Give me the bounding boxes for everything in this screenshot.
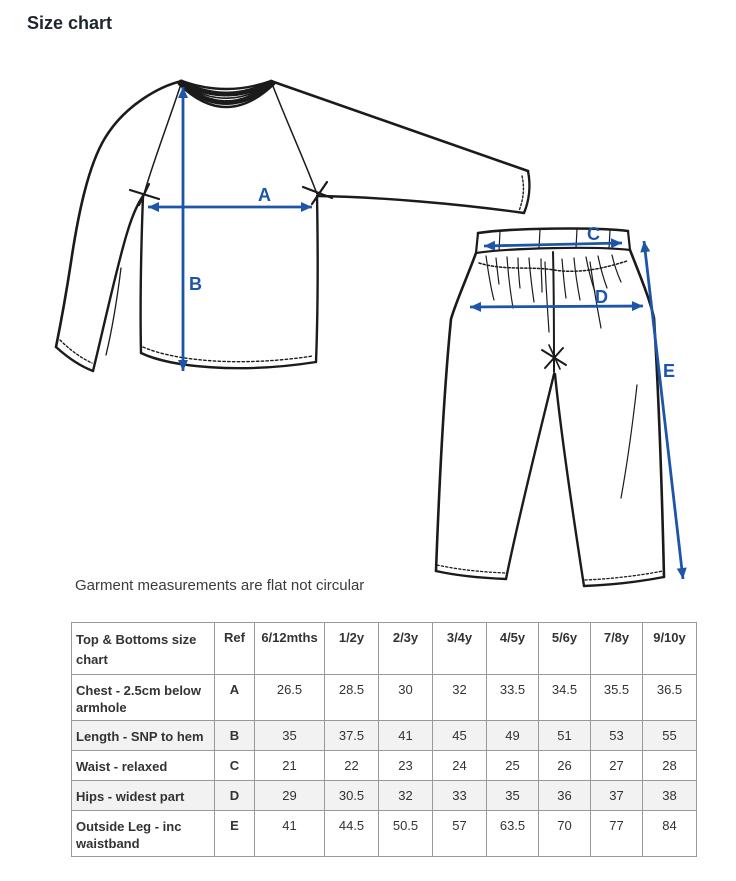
size-value: 33.5 [487, 675, 539, 721]
page-title: Size chart [27, 13, 113, 33]
size-value: 38 [643, 781, 697, 811]
row-label: Outside Leg - inc waistband [72, 811, 215, 857]
size-value: 41 [255, 811, 325, 857]
size-value: 84 [643, 811, 697, 857]
size-value: 28 [643, 751, 697, 781]
size-value: 53 [591, 721, 643, 751]
size-value: 28.5 [325, 675, 379, 721]
pyjama-top-drawing [56, 81, 529, 371]
table-header-size: 4/5y [487, 623, 539, 675]
size-value: 55 [643, 721, 697, 751]
size-value: 35 [255, 721, 325, 751]
size-value: 26 [539, 751, 591, 781]
size-value: 22 [325, 751, 379, 781]
size-value: 30 [379, 675, 433, 721]
size-value: 37 [591, 781, 643, 811]
size-value: 70 [539, 811, 591, 857]
size-value: 49 [487, 721, 539, 751]
size-value: 44.5 [325, 811, 379, 857]
size-value: 24 [433, 751, 487, 781]
table-header-size: 3/4y [433, 623, 487, 675]
size-value: 41 [379, 721, 433, 751]
size-value: 35.5 [591, 675, 643, 721]
table-header-size: 7/8y [591, 623, 643, 675]
size-value: 23 [379, 751, 433, 781]
row-ref: D [215, 781, 255, 811]
row-ref: E [215, 811, 255, 857]
table-header-size: 2/3y [379, 623, 433, 675]
size-value: 26.5 [255, 675, 325, 721]
table-header-size: 1/2y [325, 623, 379, 675]
size-value: 35 [487, 781, 539, 811]
table-header-size: 5/6y [539, 623, 591, 675]
table-row [72, 675, 697, 721]
waist-label: C [587, 224, 600, 244]
table-header-ref: Ref [215, 623, 255, 675]
size-value: 33 [433, 781, 487, 811]
size-value: 36 [539, 781, 591, 811]
size-value: 32 [433, 675, 487, 721]
size-value: 51 [539, 721, 591, 751]
waist-width-arrow [484, 243, 622, 246]
size-value: 37.5 [325, 721, 379, 751]
table-row [72, 751, 697, 781]
table-header-row [72, 623, 697, 675]
table-row [72, 811, 697, 857]
outside-leg-label: E [663, 361, 676, 381]
chest-label: A [258, 185, 271, 205]
row-label: Hips - widest part [72, 781, 215, 811]
hips-label: D [595, 287, 608, 307]
row-label: Chest - 2.5cm below armhole [72, 675, 215, 721]
pyjama-bottoms-drawing [436, 224, 683, 586]
size-value: 50.5 [379, 811, 433, 857]
row-ref: A [215, 675, 255, 721]
hips-width-arrow [470, 306, 643, 307]
row-label: Waist - relaxed [72, 751, 215, 781]
table-row [72, 781, 697, 811]
size-value: 32 [379, 781, 433, 811]
size-value: 34.5 [539, 675, 591, 721]
table-header-size: 9/10y [643, 623, 697, 675]
row-label: Length - SNP to hem [72, 721, 215, 751]
size-value: 29 [255, 781, 325, 811]
row-ref: C [215, 751, 255, 781]
table-header-corner: Top & Bottoms size chart [72, 623, 215, 675]
row-ref: B [215, 721, 255, 751]
size-value: 27 [591, 751, 643, 781]
size-value: 57 [433, 811, 487, 857]
table-header-size: 6/12mths [255, 623, 325, 675]
size-value: 45 [433, 721, 487, 751]
size-value: 63.5 [487, 811, 539, 857]
flat-measurement-note: Garment measurements are flat not circular [75, 577, 365, 594]
size-value: 25 [487, 751, 539, 781]
size-value: 36.5 [643, 675, 697, 721]
size-value: 21 [255, 751, 325, 781]
size-table [71, 622, 697, 857]
table-row [72, 721, 697, 751]
length-label: B [189, 274, 202, 294]
size-value: 30.5 [325, 781, 379, 811]
size-value: 77 [591, 811, 643, 857]
